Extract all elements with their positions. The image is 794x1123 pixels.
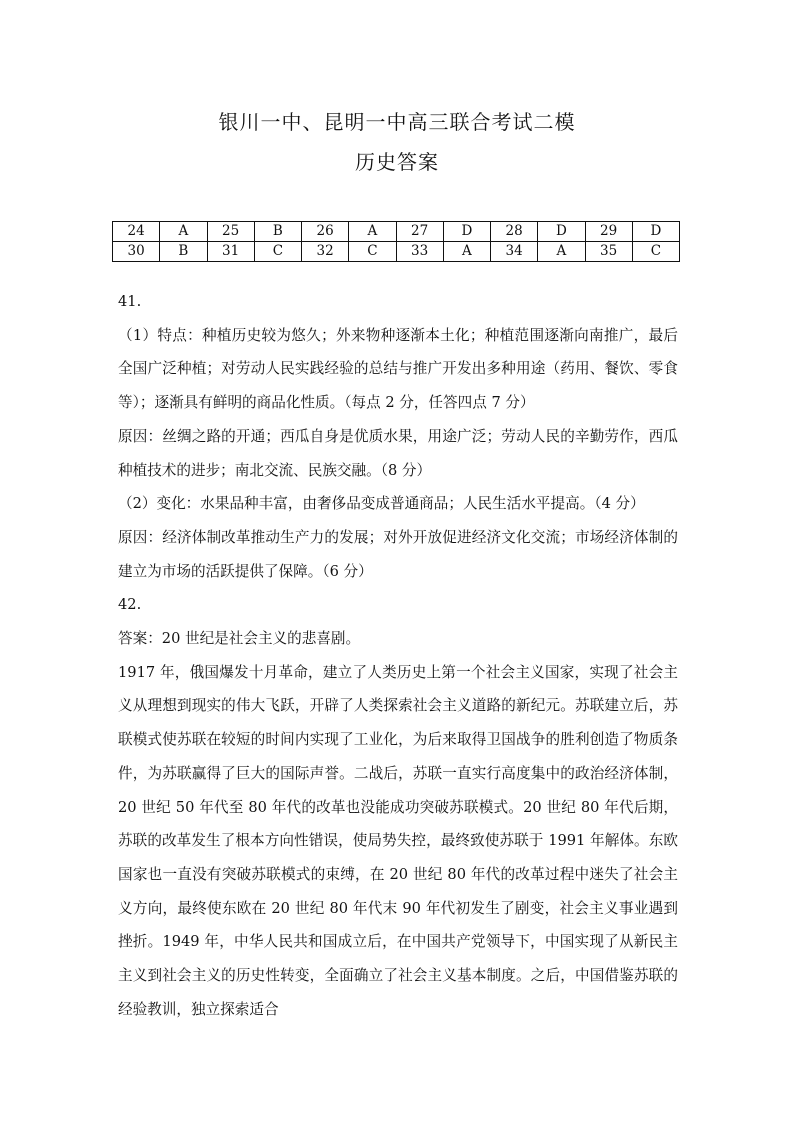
q41-part1: （1）特点：种植历史较为悠久；外来物种逐渐本土化；种植范围逐渐向南推广，最后全国广泛种植；对劳动人民实践经验的总结与推广开发出多种用途（药用、餐饮、零食等）；逐渐具有鲜明的商品化性质。（每点 2 分，任答四点 7 分） bbox=[118, 326, 678, 412]
answer-choice: A bbox=[160, 222, 207, 242]
question-number: 25 bbox=[207, 222, 254, 242]
question-number: 34 bbox=[491, 242, 538, 262]
answer-choice: D bbox=[538, 222, 585, 242]
answer-choice: C bbox=[349, 242, 396, 262]
q42-body: 1917 年，俄国爆发十月革命，建立了人类历史上第一个社会主义国家，实现了社会主义从理想到现实的伟大飞跃，开辟了人类探索社会主义道路的新纪元。苏联建立后，苏联模式使苏联在较短的时间内实现了工业化，为后来取得卫国战争的胜利创造了物质条件，为苏联赢得了巨大的国际声誉。二战后，苏联一直实行高度集中的政治经济体制，20 世纪 50 年代至 80 年代的改革也没能成功突破苏联模式。20 世纪 80 年代后期，苏联的改革发生了根本方向性错误，使局势失控，最终致使苏联于 1991 年解体。东欧国家也一直没有突破苏联模式的束缚，在 20 世纪 80 年代的改革过程中迷失了社会主义方向，最终使东欧在 20 世纪 80 年代末 90 年代初发生了剧变，社会主义事业遇到挫折。1949 年，中华人民共和国成立后，在中国共产党领导下，中国实现了从新民主主义到社会主义的历史性转变，全面确立了社会主义基本制度。之后，中国借鉴苏联的经验教训，独立探索适合 bbox=[118, 663, 678, 1018]
answer-choice: C bbox=[254, 242, 301, 262]
q42-answer: 答案：20 世纪是社会主义的悲喜剧。 bbox=[118, 630, 361, 648]
table-row bbox=[113, 222, 680, 242]
question-number: 31 bbox=[207, 242, 254, 262]
document-title: 银川一中、昆明一中高三联合考试二模 bbox=[218, 110, 576, 134]
answer-table bbox=[112, 221, 680, 262]
answer-choice: B bbox=[254, 222, 301, 242]
document-subtitle: 历史答案 bbox=[355, 150, 439, 174]
q42-number: 42. bbox=[118, 596, 142, 614]
answer-choice: D bbox=[632, 222, 679, 242]
question-number: 29 bbox=[585, 222, 632, 242]
question-number: 33 bbox=[396, 242, 443, 262]
answer-choice: C bbox=[632, 242, 679, 262]
question-number: 30 bbox=[113, 242, 160, 262]
answer-choice: D bbox=[443, 222, 490, 242]
question-number: 27 bbox=[396, 222, 443, 242]
answer-choice: B bbox=[160, 242, 207, 262]
q41-part1-reason: 原因：丝绸之路的开通；西瓜自身是优质水果，用途广泛；劳动人民的辛勤劳作，西瓜种植技术的进步；南北交流、民族交融。（8 分） bbox=[118, 427, 678, 479]
question-number: 28 bbox=[491, 222, 538, 242]
answer-choice: A bbox=[349, 222, 396, 242]
question-number: 35 bbox=[585, 242, 632, 262]
question-number: 26 bbox=[302, 222, 349, 242]
question-number: 24 bbox=[113, 222, 160, 242]
answer-choice: A bbox=[538, 242, 585, 262]
q41-part2: （2）变化：水果品种丰富，由奢侈品变成普通商品；人民生活水平提高。（4 分） bbox=[118, 495, 645, 513]
answer-body bbox=[118, 285, 678, 1026]
answer-choice: A bbox=[443, 242, 490, 262]
table-row bbox=[113, 242, 680, 262]
q41-part2-reason: 原因：经济体制改革推动生产力的发展；对外开放促进经济文化交流；市场经济体制的建立为市场的活跃提供了保障。（6 分） bbox=[118, 528, 678, 580]
question-number: 32 bbox=[302, 242, 349, 262]
q41-number: 41. bbox=[118, 293, 142, 310]
